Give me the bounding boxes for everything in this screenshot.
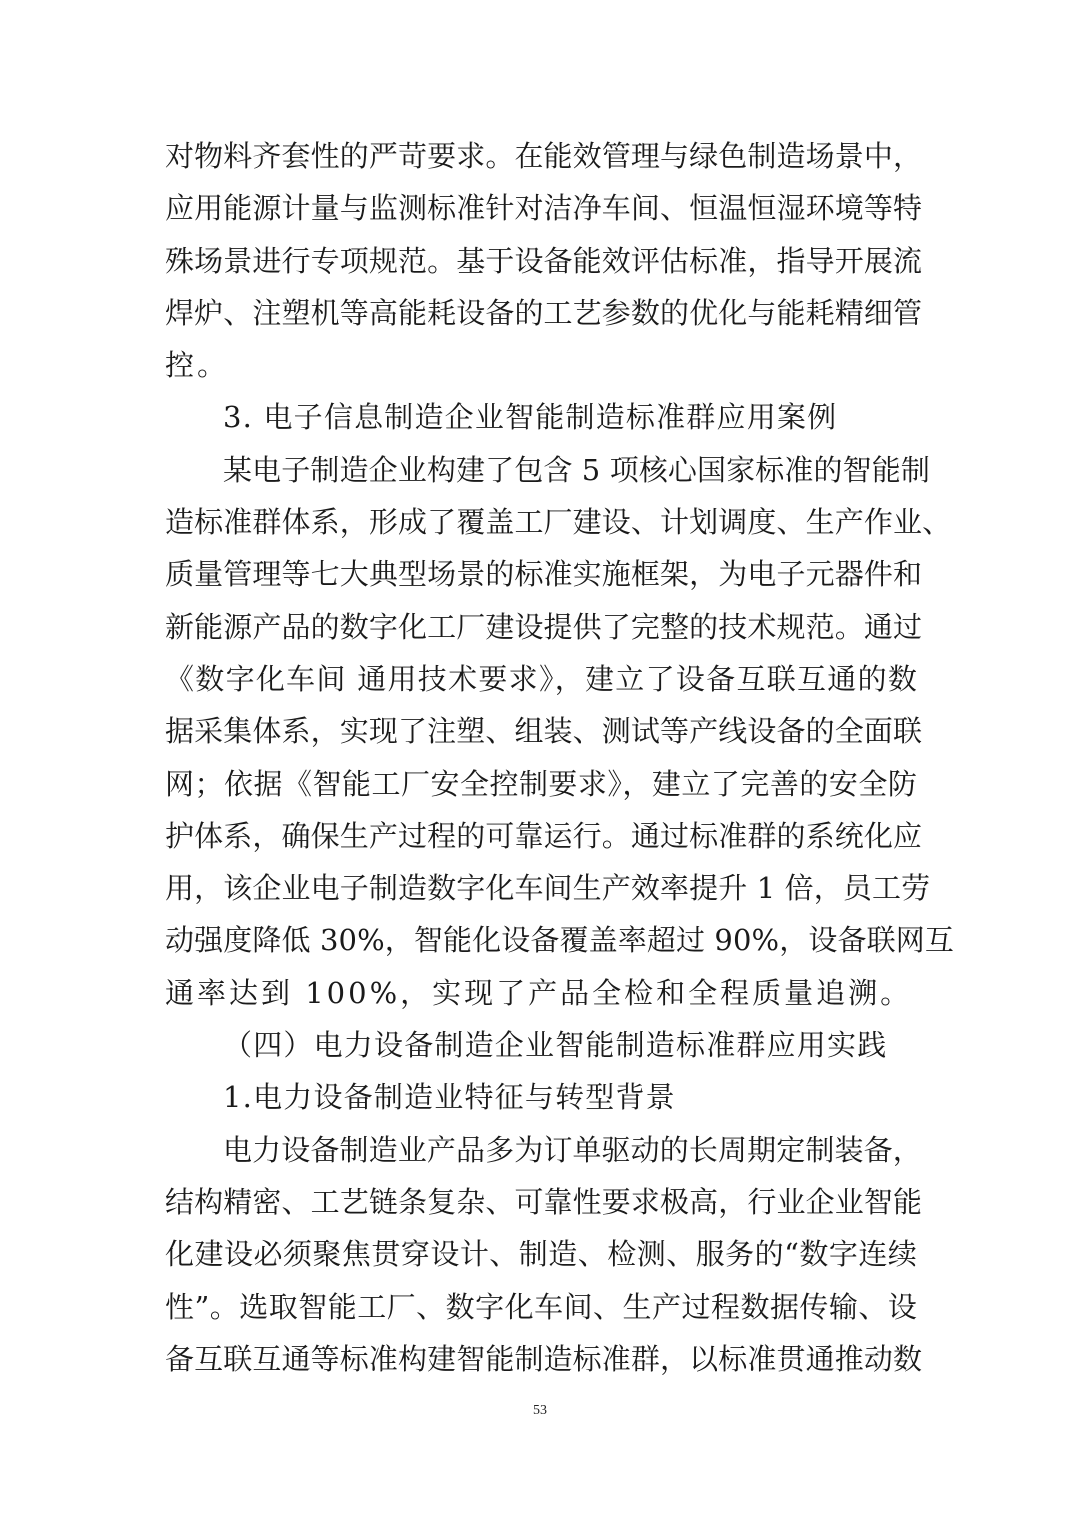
subsection-heading: 1.电力设备制造业特征与转型背景: [223, 1080, 676, 1115]
text-line: 应用能源计量与监测标准针对洁净车间、恒温恒湿环境等特: [165, 191, 923, 226]
text-line: 质量管理等七大典型场景的标准实施框架，为电子元器件和: [165, 557, 923, 592]
text-line: 结构精密、工艺链条复杂、可靠性要求极高，行业企业智能: [165, 1184, 923, 1219]
section-heading: 3. 电子信息制造企业智能制造标准群应用案例: [223, 400, 838, 435]
text-line: 网；依据《智能工厂安全控制要求》，建立了完善的安全防: [165, 766, 917, 801]
text-line: 用，该企业电子制造数字化车间生产效率提升 1 倍，员工劳: [165, 871, 931, 906]
text-line: 殊场景进行专项规范。基于设备能效评估标准，指导开展流: [165, 243, 923, 278]
page-number: 53: [533, 1403, 547, 1418]
text-line: 控。: [165, 348, 230, 383]
text-line: 新能源产品的数字化工厂建设提供了完整的技术规范。通过: [165, 609, 923, 644]
body-text: [165, 130, 954, 1385]
text-line: 造标准群体系，形成了覆盖工厂建设、计划调度、生产作业、: [165, 505, 952, 540]
text-line: 护体系，确保生产过程的可靠运行。通过标准群的系统化应: [165, 818, 923, 853]
text-line: 对物料齐套性的严苛要求。在能效管理与绿色制造场景中，: [165, 139, 923, 173]
text-line: 性”。选取智能工厂、数字化车间、生产过程数据传输、设: [165, 1289, 917, 1324]
text-line: 通率达到 100%，实现了产品全检和全程质量追溯。: [165, 975, 913, 1010]
text-line: 电力设备制造业产品多为订单驱动的长周期定制装备，: [223, 1132, 922, 1167]
text-line: 动强度降低 30%，智能化设备覆盖率超过 90%，设备联网互: [165, 923, 954, 958]
text-line: 某电子制造企业构建了包含 5 项核心国家标准的智能制: [223, 452, 931, 487]
text-line: 备互联互通等标准构建智能制造标准群，以标准贯通推动数: [165, 1341, 923, 1376]
text-line: 据采集体系，实现了注塑、组装、测试等产线设备的全面联: [165, 714, 923, 749]
text-line: 化建设必须聚焦贯穿设计、制造、检测、服务的“数字连续: [165, 1237, 917, 1272]
section-heading: （四）电力设备制造企业智能制造标准群应用实践: [223, 1028, 888, 1063]
text-line: 焊炉、注塑机等高能耗设备的工艺参数的优化与能耗精细管: [165, 295, 923, 330]
text-line: 《数字化车间 通用技术要求》，建立了设备互联互通的数: [165, 661, 917, 696]
